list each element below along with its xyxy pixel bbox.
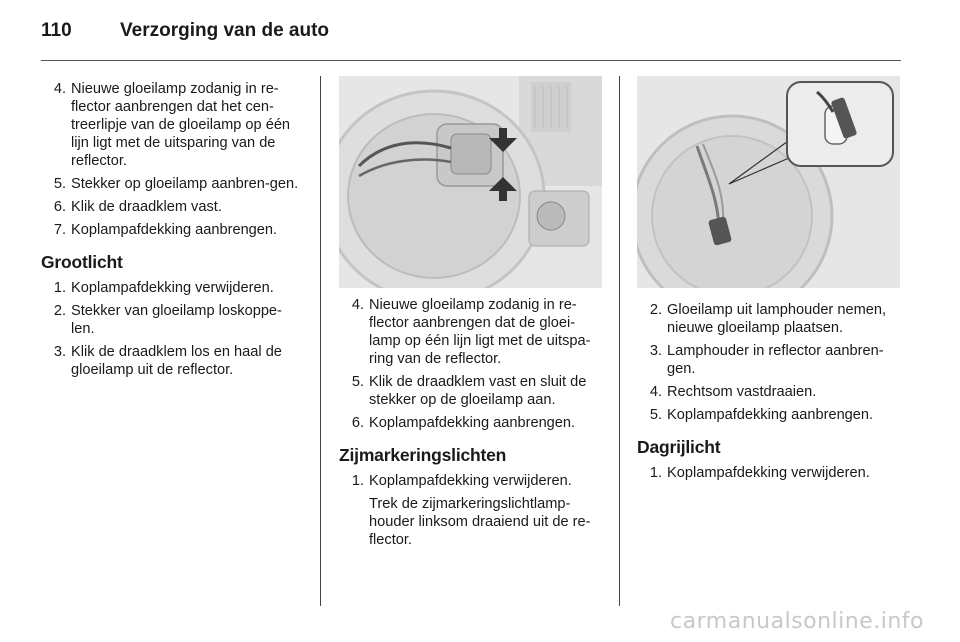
list-item: 5. Koplampafdekking aanbrengen.: [649, 407, 874, 423]
list-item: 4. Nieuwe gloeilamp zodanig in re-flector aanbrengen dat de gloei-lamp op één lijn ligt met de uitspa-ring van de reflector.: [351, 297, 591, 367]
page-title: Verzorging van de auto: [120, 20, 330, 41]
list-item: 5. Klik de draadklem vast en sluit de stekker op de gloeilamp aan.: [351, 374, 587, 408]
list-item: 2. Stekker van gloeilamp loskoppe-len.: [53, 303, 282, 337]
header-rule: [41, 60, 901, 61]
list-item: 3. Lamphouder in reflector aanbren-gen.: [649, 343, 884, 377]
section-heading-grootlicht: Grootlicht: [41, 252, 123, 272]
list-item: 1. Koplampafdekking verwijderen.: [649, 465, 870, 481]
list-sub-text: Trek de zijmarkeringslichtlamp-houder linksom draaiend uit de re-flector.: [369, 496, 591, 548]
list-item: 6. Koplampafdekking aanbrengen.: [351, 415, 576, 431]
page-header: [41, 20, 329, 48]
headlamp-bulb-photo: [339, 76, 602, 288]
column-1: [41, 80, 305, 384]
list-item: 4. Nieuwe gloeilamp zodanig in re-flector aanbrengen dat het cen-treerlipje van de gloeilamp op één lijn ligt met de uitsparing van de reflector.: [53, 81, 291, 169]
section-heading-zijmarkeringslichten: Zijmarkeringslichten: [339, 445, 507, 465]
column-2: [339, 296, 605, 554]
page-number: 110: [41, 20, 72, 41]
list-item: 2. Gloeilamp uit lamphouder nemen, nieuwe gloeilamp plaatsen.: [649, 302, 887, 336]
list-item: 1. Koplampafdekking verwijderen.: [53, 280, 274, 296]
watermark: carmanualsonline.info: [670, 609, 924, 634]
column-divider-left: [320, 76, 321, 606]
section-heading-dagrijlicht: Dagrijlicht: [637, 437, 721, 457]
list-item: 1. Koplampafdekking verwijderen.: [351, 473, 572, 489]
column-divider-right: [619, 76, 620, 606]
list-item: 4. Rechtsom vastdraaien.: [649, 384, 817, 400]
list-item: 6. Klik de draadklem vast.: [53, 199, 222, 215]
side-marker-lamp-photo: [637, 76, 900, 288]
list-item: 3. Klik de draadklem los en haal de gloeilamp uit de reflector.: [53, 344, 282, 378]
list-item: 7. Koplampafdekking aanbrengen.: [53, 222, 278, 238]
list-item: 5. Stekker op gloeilamp aanbren-gen.: [53, 176, 299, 192]
column-3: [637, 301, 903, 487]
